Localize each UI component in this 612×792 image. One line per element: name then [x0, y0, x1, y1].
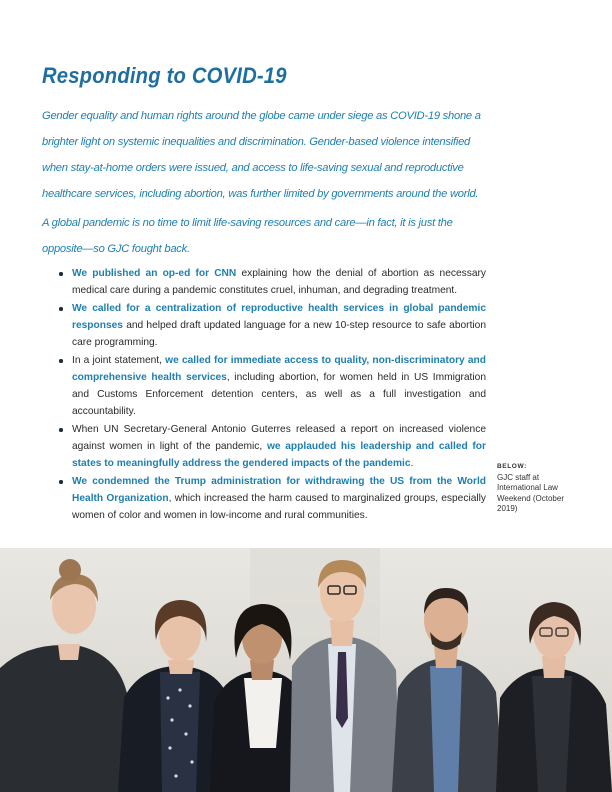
bullet-lead: In a joint statement,	[72, 355, 166, 366]
bullet-highlight: we applauded his leadership and called for states to meaningfully address the gendered impacts of the pandemic	[72, 441, 486, 469]
photo-caption	[497, 462, 567, 515]
list-item	[58, 473, 486, 524]
caption-text: GJC staff at International Law Weekend (October 2019)	[497, 472, 564, 513]
bullet-text: .	[410, 458, 414, 469]
bullet-text: , including abortion, for women held in US Immigration and Customs Enforcement detention centers, as well as a full investigation and accountability.	[72, 372, 486, 417]
list-item	[58, 352, 486, 420]
bullet-highlight: we called for immediate access to quality, non-discriminatory and comprehensive health services	[72, 355, 486, 383]
bullet-text: explaining how the denial of abortion as necessary medical care during a pandemic constitutes cruel, inhuman, and degrading treatment.	[72, 268, 486, 296]
bullet-highlight: We called for a centralization of reproductive health services in global pandemic responses	[72, 303, 486, 331]
staff-group-photo	[0, 548, 612, 792]
bullet-text: and helped draft updated language for a new 10-step resource to safe abortion care programming.	[72, 320, 486, 348]
bullet-highlight: We condemned the Trump administration for withdrawing the US from the World Health Organization	[72, 476, 486, 504]
caption-label: BELOW:	[497, 463, 527, 470]
list-item	[58, 265, 486, 299]
intro-paragraph-2: A global pandemic is no time to limit life-saving resources and care—in fact, it is just the opposite—so GJC fought back.	[42, 217, 453, 255]
intro-paragraph-1: Gender equality and human rights around the globe came under siege as COVID-19 shone a brighter light on systemic inequalities and discrimination. Gender-based violence intensified when stay-at-home orders were issued, and access to life-saving sexual and reproductive healthcare services, including abortion, was further limited by governments around the world.	[42, 110, 481, 200]
bullet-lead: When UN Secretary-General Antonio Guterres released a report on increased violence against women in light of the pandemic,	[72, 424, 486, 452]
actions-list	[58, 265, 486, 525]
list-item	[58, 300, 486, 351]
page-title: Responding to COVID-19	[42, 63, 287, 88]
bullet-highlight: We published an op-ed for CNN	[72, 268, 237, 279]
bullet-text: , which increased the harm caused to marginalized groups, especially women of color and women in low-income and rural communities.	[72, 493, 486, 521]
list-item	[58, 421, 486, 472]
